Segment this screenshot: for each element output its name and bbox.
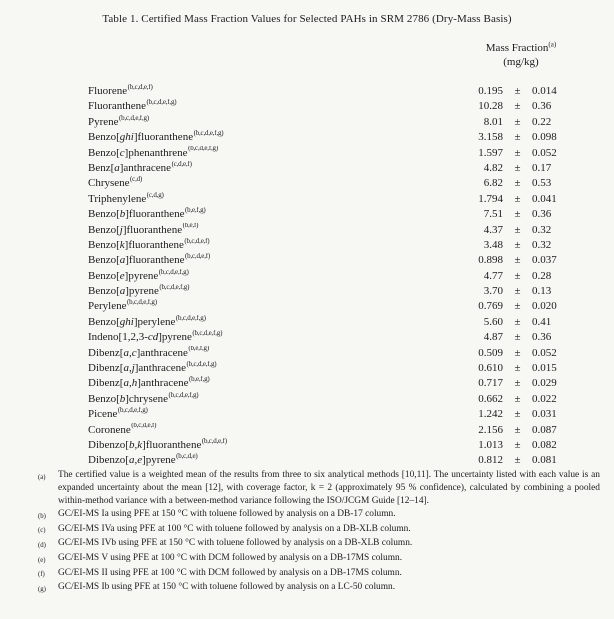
method-footnote-refs: (b,e,f,g) [188,345,209,353]
uncertainty-value: 0.36 [532,331,552,344]
method-footnote-refs: (b,c,d,e,f,g) [158,268,189,276]
plus-minus-sign: ± [514,454,521,467]
uncertainty-value: 0.052 [532,346,557,359]
table-row [88,423,594,438]
table-row [88,392,594,407]
table-row [88,115,594,130]
table-row [88,330,594,345]
compound-name: Perylene$^{(b,c,d,e,f,g)}$ [88,299,157,313]
footnote-label: (a) [38,473,46,481]
column-header-unit: (mg/kg) [503,56,539,68]
mass-fraction-value: 5.60 [483,315,503,328]
plus-minus-sign: ± [514,161,521,174]
plus-minus-sign: ± [514,254,521,267]
table-row [88,223,594,238]
mass-fraction-column-header [447,41,595,69]
method-footnote-refs: (b,c,d,e,f,g) [119,114,149,122]
table-row [88,361,594,376]
plus-minus-sign: ± [514,85,521,97]
method-footnote-refs: (b,c,d,e,f,g) [193,130,224,138]
mass-fraction-value: 1.794 [478,192,503,205]
plus-minus-sign: ± [514,285,521,298]
compound-name: Coronene$^{(b,c,d,e,f)}$ [88,422,157,436]
uncertainty-value: 0.36 [532,100,552,113]
footnote [38,581,600,596]
uncertainty-value: 0.029 [532,377,557,390]
method-footnote-refs: (b,c,d,e,f,g) [175,314,206,322]
uncertainty-value: 0.13 [532,285,552,298]
table-row [88,146,594,161]
plus-minus-sign: ± [514,377,521,390]
uncertainty-value: 0.014 [532,85,557,97]
method-footnote-refs: (b,c,d,e) [176,453,198,461]
uncertainty-value: 0.087 [532,423,557,436]
footnote [38,523,600,538]
table-row [88,130,594,145]
method-footnote-refs: (c,d) [130,176,143,184]
mass-fraction-value: 4.87 [483,331,503,344]
mass-fraction-value: 6.82 [483,177,503,190]
mass-fraction-value: 7.51 [483,208,503,221]
table-row [88,346,594,361]
certified-values-table [88,84,594,469]
plus-minus-sign: ± [514,269,521,282]
footnote-text: GC/EI-MS Ib using PFE at 150 °C with toluene followed by analysis on a LC-50 column. [58,582,396,593]
footnote [38,508,600,523]
footnote-text: GC/EI-MS Ia using PFE at 150 °C with toluene followed by analysis on a DB-17 column. [58,509,396,520]
mass-fraction-value: 3.48 [483,238,503,251]
mass-fraction-value: 3.70 [483,285,503,298]
mass-fraction-value: 0.610 [478,362,503,375]
mass-fraction-value: 4.77 [483,269,503,282]
method-footnote-refs: (b,e,f) [182,222,199,230]
compound-name: Benz[a]anthracene$^{(c,d,e,f)}$ [88,160,192,174]
compound-name: Pyrene$^{(b,c,d,e,f,g)}$ [88,114,149,128]
mass-fraction-value: 4.82 [483,161,503,174]
plus-minus-sign: ± [514,100,521,113]
compound-name: Benzo[a]pyrene$^{(b,c,d,e,f,g)}$ [88,284,190,298]
method-footnote-refs: (c,d,g) [146,191,164,199]
compound-name: Benzo[ghi]perylene$^{(b,c,d,e,f,g)}$ [88,314,206,328]
method-footnote-refs: (b,c,d,e,f,g) [192,330,223,338]
compound-name: Benzo[a]fluoranthene$^{(b,c,d,e,f)}$ [88,253,211,267]
table-row [88,453,594,468]
compound-name: Benzo[b]fluoranthene$^{(b,e,f,g)}$ [88,207,206,221]
mass-fraction-value: 0.717 [478,377,503,390]
method-footnote-refs: (b,c,d,e,f,g) [188,145,218,153]
uncertainty-value: 0.17 [532,161,552,174]
uncertainty-value: 0.015 [532,362,557,375]
method-footnote-refs: (c,d,e,f) [171,160,192,168]
mass-fraction-value: 0.509 [478,346,503,359]
plus-minus-sign: ± [514,408,521,421]
plus-minus-sign: ± [514,238,521,251]
method-footnote-refs: (b,c,d,e,f,g) [168,391,199,399]
plus-minus-sign: ± [514,423,521,436]
table-row [88,284,594,299]
compound-name: Dibenz[a,j]anthracene$^{(b,c,d,e,f,g)}$ [88,361,217,375]
footnote [38,469,600,508]
method-footnote-refs: (b,c,d,e,f) [184,237,210,245]
method-footnote-refs: (b,e,f,g) [188,376,210,384]
plus-minus-sign: ± [514,177,521,190]
uncertainty-value: 0.22 [532,115,552,128]
compound-name: Dibenz[a,h]anthracene$^{(b,e,f,g)}$ [88,376,210,390]
method-footnote-refs: (b,c,d,e,f) [201,437,227,445]
compound-name: Dibenzo[b,k]fluoranthene$^{(b,c,d,e,f)}$ [88,437,227,451]
uncertainty-value: 0.081 [532,454,557,467]
uncertainty-value: 0.031 [532,408,557,421]
footnote-text: GC/EI-MS V using PFE at 100 °C with DCM followed by analysis on a DB-17MS column. [58,553,403,564]
compound-name: Dibenz[a,c]anthracene$^{(b,e,f,g)}$ [88,345,209,359]
method-footnote-refs: (b,c,d,e,f) [185,253,211,261]
uncertainty-value: 0.020 [532,300,557,313]
footnote-label: (e) [38,556,46,564]
plus-minus-sign: ± [514,146,521,159]
uncertainty-value: 0.052 [532,146,557,159]
footnote-text: GC/EI-MS IVa using PFE at 100 °C with toluene followed by analysis on a DB-XLB column. [58,523,411,534]
mass-fraction-value: 3.158 [478,131,503,144]
method-footnote-refs: (b,c,d,e,f,g) [117,407,148,415]
table-row [88,207,594,222]
compound-name: Fluoranthene$^{(b,c,d,e,f,g)}$ [88,99,177,113]
uncertainty-value: 0.037 [532,254,557,267]
compound-name: Benzo[ghi]fluoranthene$^{(b,c,d,e,f,g)}$ [88,130,224,144]
plus-minus-sign: ± [514,208,521,221]
table-row [88,299,594,314]
table-row [88,269,594,284]
uncertainty-value: 0.041 [532,192,557,205]
mass-fraction-value: 10.28 [478,100,503,113]
uncertainty-value: 0.53 [532,177,552,190]
footnote [38,537,600,552]
compound-name: Benzo[j]fluoranthene$^{(b,e,f)}$ [88,222,199,236]
table-row [88,238,594,253]
uncertainty-value: 0.32 [532,223,552,236]
table-title: Table 1. Certified Mass Fraction Values for Selected PAHs in SRM 2786 (Dry-Mass Basis) [102,13,512,25]
table-row [88,407,594,422]
column-header-footnote-ref: (a) [548,40,557,49]
plus-minus-sign: ± [514,300,521,313]
mass-fraction-value: 1.013 [478,438,503,451]
compound-name: Benzo[e]pyrene$^{(b,c,d,e,f,g)}$ [88,268,189,282]
footnote [38,552,600,567]
mass-fraction-value: 8.01 [483,115,503,128]
table-row [88,84,594,99]
plus-minus-sign: ± [514,392,521,405]
mass-fraction-value: 0.898 [478,254,503,267]
compound-name: Chrysene$^{(c,d)}$ [88,176,143,190]
footnote-label: (b) [38,512,46,520]
table-row [88,99,594,114]
table-row [88,192,594,207]
footnote-label: (g) [38,585,46,593]
table-row [88,161,594,176]
plus-minus-sign: ± [514,315,521,328]
uncertainty-value: 0.098 [532,131,557,144]
mass-fraction-value: 1.597 [478,146,503,159]
uncertainty-value: 0.28 [532,269,552,282]
compound-name: Indeno[1,2,3-cd]pyrene$^{(b,c,d,e,f,g)}$ [88,330,223,344]
footnote-text: The certified value is a weighted mean of the results from three to six analytical methods [10,11]. The uncertainty listed with each value is an expanded uncertainty about the mean [12], with coverage factor, k = 2 (approximately 95 % confidence), calculated by combining a pooled within-method variance with a between-method variance following the ISO/JCGM Guide [12–14]. [58,470,600,507]
mass-fraction-value: 1.242 [478,408,503,421]
uncertainty-value: 0.022 [532,392,557,405]
plus-minus-sign: ± [514,362,521,375]
method-footnote-refs: (b,c,d,e,f) [127,84,153,91]
mass-fraction-value: 4.37 [483,223,503,236]
plus-minus-sign: ± [514,346,521,359]
mass-fraction-value: 0.812 [478,454,503,467]
mass-fraction-value: 0.662 [478,392,503,405]
uncertainty-value: 0.41 [532,315,552,328]
plus-minus-sign: ± [514,438,521,451]
uncertainty-value: 0.082 [532,438,557,451]
footnote-label: (f) [38,571,45,579]
plus-minus-sign: ± [514,192,521,205]
method-footnote-refs: (b,c,d,e,f,g) [186,361,217,368]
method-footnote-refs: (b,c,d,e,f,g) [146,99,177,107]
mass-fraction-value: 0.769 [478,300,503,313]
method-footnote-refs: (b,c,d,e,f,g) [159,284,190,291]
column-header-label: Mass Fraction [485,42,549,54]
compound-name: Triphenylene$^{(c,d,g)}$ [88,191,164,205]
plus-minus-sign: ± [514,115,521,128]
table-row [88,438,594,453]
table-row [88,315,594,330]
footnote [38,567,600,582]
table-row [88,253,594,268]
plus-minus-sign: ± [514,331,521,344]
footnote-list [38,469,600,596]
compound-name: Dibenzo[a,e]pyrene$^{(b,c,d,e)}$ [88,453,198,467]
plus-minus-sign: ± [514,131,521,144]
method-footnote-refs: (b,c,d,e,f,g) [126,299,157,307]
compound-name: Benzo[c]phenanthrene$^{(b,c,d,e,f,g)}$ [88,145,218,159]
mass-fraction-value: 0.195 [478,85,503,97]
compound-name: Benzo[k]fluoranthene$^{(b,c,d,e,f)}$ [88,237,210,251]
table-row [88,176,594,191]
compound-name: Picene$^{(b,c,d,e,f,g)}$ [88,407,148,421]
plus-minus-sign: ± [514,223,521,236]
footnote-label: (c) [38,527,46,535]
mass-fraction-value: 2.156 [478,423,503,436]
footnote-text: GC/EI-MS IVb using PFE at 150 °C with toluene followed by analysis on a DB-XLB column. [58,538,413,549]
footnote-label: (d) [38,541,46,549]
footnote-text: GC/EI-MS II using PFE at 100 °C with DCM followed by analysis on a DB-17MS column. [58,567,402,578]
compound-name: Benzo[b]chrysene$^{(b,c,d,e,f,g)}$ [88,391,199,405]
table-row [88,376,594,391]
method-footnote-refs: (b,c,d,e,f) [131,422,157,430]
uncertainty-value: 0.36 [532,208,552,221]
method-footnote-refs: (b,e,f,g) [185,207,206,214]
uncertainty-value: 0.32 [532,238,552,251]
compound-name: Fluorene$^{(b,c,d,e,f)}$ [88,84,153,97]
